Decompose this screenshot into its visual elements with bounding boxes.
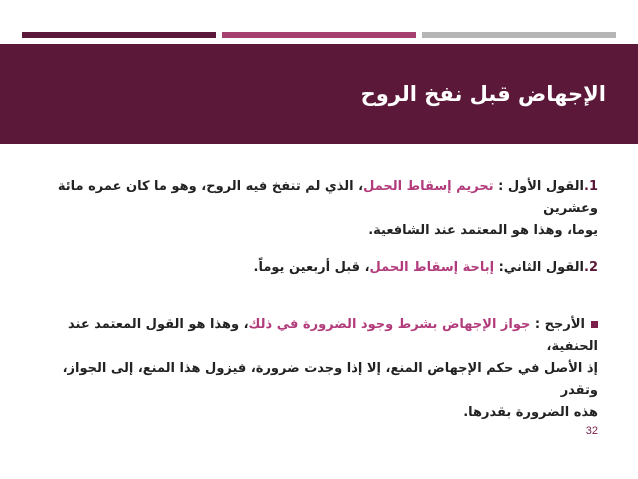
opinion-1-highlight: تحريم إسقاط الحمل [363,179,494,194]
opinion-1 [36,176,598,242]
opinion-2-number: 2. [584,260,598,275]
opinion-1-rest-line1: ، الذي لم تنفخ فيه الروح، وهو ما كان عمره مائة وعشرين [57,179,598,216]
preferred-opinion [36,314,598,424]
preferred-line3: هذه الضرورة بقدرها. [463,405,598,420]
preferred-highlight: جواز الإجهاض بشرط وجود الضرورة في ذلك [248,317,531,332]
opinion-1-prefix: القول الأول : [493,179,584,194]
bar-middle [222,32,416,38]
opinion-2-prefix: القول الثاني: [494,260,584,275]
bar-right [422,32,616,38]
opinion-2-highlight: إباحة إسقاط الحمل [369,260,495,275]
page-number: 32 [585,425,598,437]
decorative-bars [22,32,616,38]
preferred-prefix: الأرجح : [530,317,585,332]
bar-left [22,32,216,38]
slide-title: الإجهاض قبل نفخ الروح [360,82,606,106]
square-bullet-icon [591,321,598,328]
opinion-1-rest-line2: يوما، وهذا هو المعتمد عند الشافعية. [368,223,598,238]
opinion-2 [36,257,598,279]
opinion-1-number: 1. [584,179,598,194]
preferred-rest-line1: ، وهذا هو القول المعتمد عند الحنفية، [68,317,598,354]
preferred-line2: إذ الأصل في حكم الإجهاض المنع، إلا إذا وجدت ضرورة، فيزول هذا المنع، إلى الجواز، وتقدر [62,361,598,398]
opinion-2-rest-line1: ، قبل أربعين يوماً. [253,260,370,275]
